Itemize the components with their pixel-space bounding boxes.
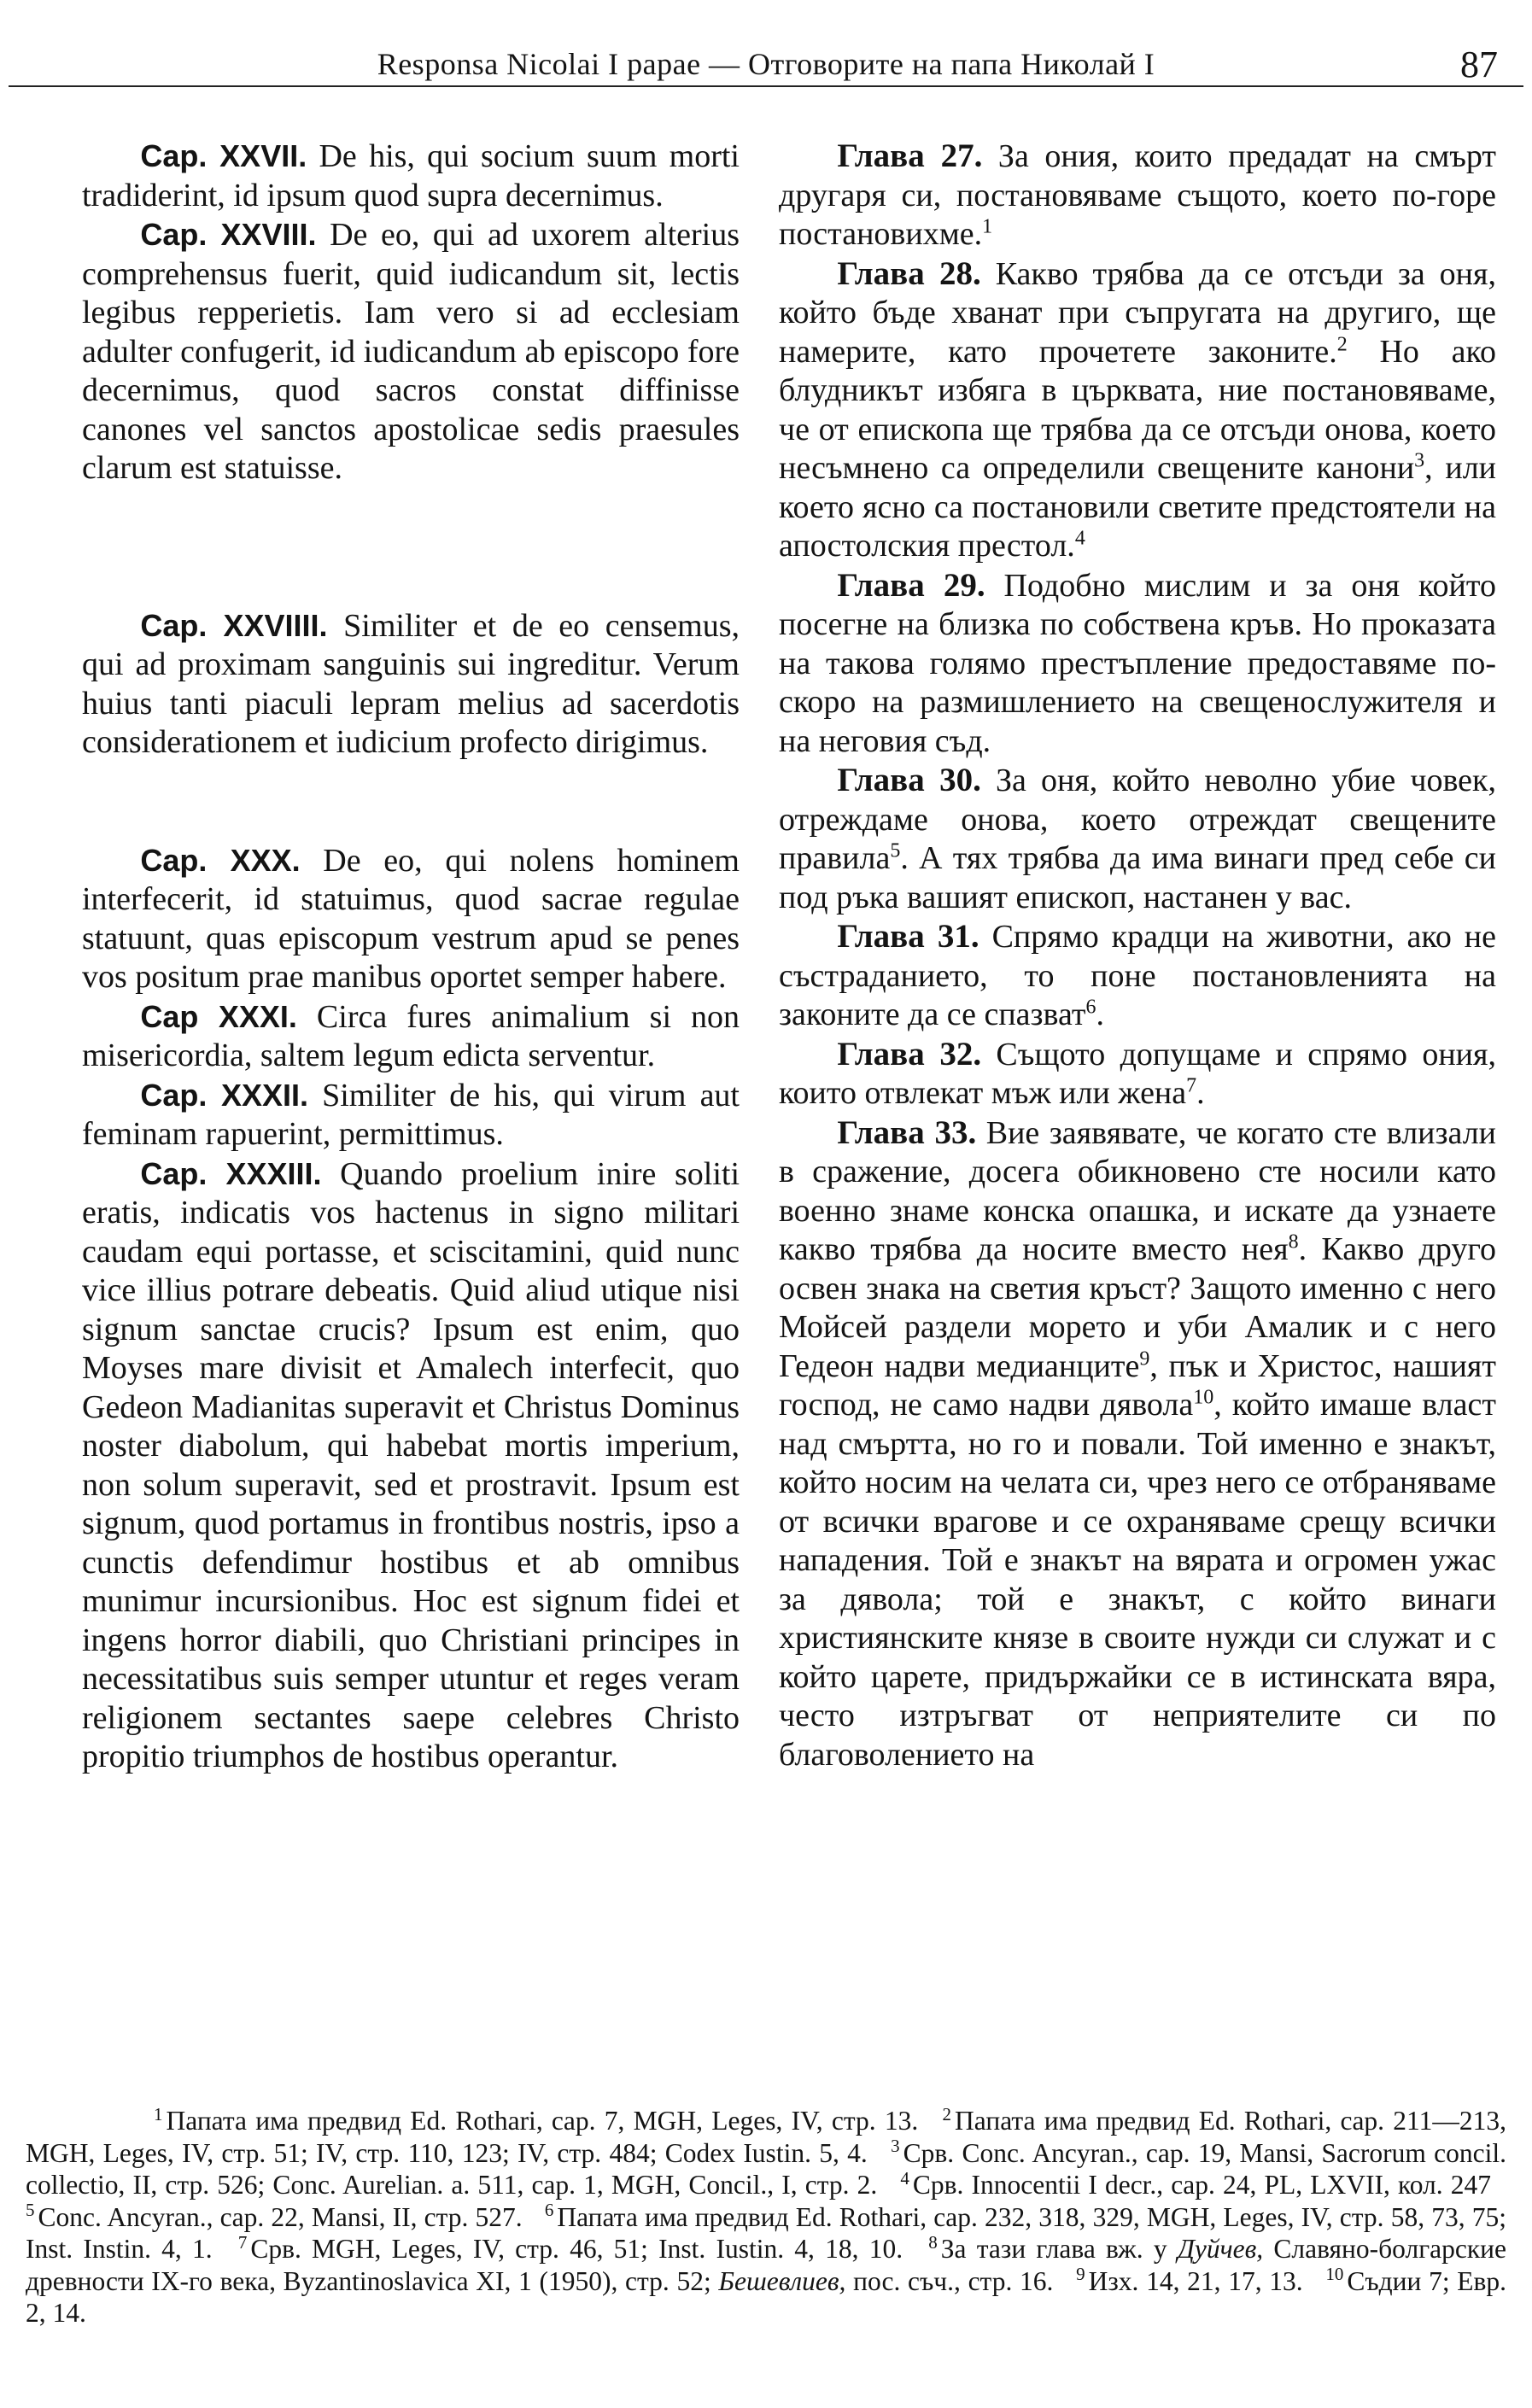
bulgarian-chapter-32: [779, 1035, 1496, 1113]
bulgarian-chapter-30: [779, 761, 1496, 917]
footnote-ref[interactable]: 10: [1193, 1386, 1214, 1409]
footnote-number: 2: [942, 2103, 952, 2125]
chapter-label: Cap. XXXII.: [140, 1077, 309, 1113]
latin-chapter-31: [82, 997, 740, 1076]
chapter-text: , или което ясно са постановили светите предстоятели на апостолския престол.: [779, 450, 1496, 564]
latin-chapter-29: [82, 606, 740, 763]
chapter-text: Подобно мислим и за оня който посегне на близка по собствена кръв. Но проказата на такова голямо престъпление предоставяме по-скоро на размишлението на свещенослужителя и на неговия съд.: [779, 567, 1497, 759]
chapter-label: Глава 28.: [837, 254, 981, 292]
footnote-number: 6: [544, 2200, 554, 2220]
latin-chapter-33: [82, 1154, 740, 1777]
chapter-label: Cap. XXXIII.: [140, 1155, 322, 1191]
page-number: 87: [1460, 44, 1498, 85]
footnote-ref[interactable]: 8: [1288, 1230, 1299, 1254]
footnote-4: [900, 2167, 1491, 2200]
footnote-ref[interactable]: 5: [890, 839, 901, 862]
chapter-text: , който имаше власт над смъртта, но го и повали. Той именно е знакът, който носим на челата си, чрез него се отбраняваме от всички врагове и се охраняваме срещу всички нападения. Той е знакът на вярата и огромен ужас за дявола; той е знакът, с който винаги християнските князе в своите нужди си служат и с който царете, придържайки се в истинската вяра, често изтръгват от неприятелите си по благоволението на: [779, 1387, 1496, 1773]
latin-chapter-27: [82, 137, 740, 215]
chapter-text: De his, qui socium suum morti tradiderint, id ipsum quod supra decernimus.: [82, 138, 740, 213]
footnote-5: [26, 2202, 523, 2232]
footnote-text: пос. съч., стр. 16.: [845, 2265, 1054, 2296]
footnote-text: Conc. Ancyran., cap. 22, Mansi, II, стр. 527.: [38, 2201, 523, 2232]
footnote-number: 1: [154, 2103, 163, 2125]
running-title: Responsa Nicolai I papae — Отговорите на папа Николай I: [377, 47, 1155, 81]
footnote-ref[interactable]: 1: [982, 215, 993, 238]
footnote-ref[interactable]: 4: [1074, 527, 1085, 550]
chapter-label: Cap XXXI.: [140, 998, 297, 1034]
footnote-text: Папата има предвид Ed. Rothari, cap. 211—213, MGH, Leges, IV, стр. 51; IV, стр. 110, 123; IV, стр. 484; Codex Iustin. 5, 4.: [26, 2106, 1507, 2168]
chapter-text: .: [1196, 1075, 1205, 1111]
footnote-1: [154, 2103, 919, 2136]
header-rule: [9, 85, 1523, 87]
footnote-ref[interactable]: 6: [1085, 996, 1096, 1019]
footnote-author: Дуйчев,: [1177, 2234, 1264, 2264]
footnote-text: Славяно-болгарские древности IX-го века, Byzantinoslavica XI, 1 (1950), стр. 52;: [26, 2234, 1506, 2296]
footnote-block: [26, 2105, 1506, 2329]
chapter-label: Глава 31.: [837, 918, 979, 955]
chapter-text: Същото допущаме и спрямо ония, които отвлекат мъж или жена: [779, 1036, 1496, 1111]
running-header: [0, 38, 1532, 85]
footnote-number: 9: [1076, 2264, 1085, 2284]
chapter-text: De eo, qui ad uxorem alterius comprehensus fuerit, quid iudicandum sit, lectis legibus repperietis. Iam vero si ad ecclesiam adulter confugerit, id iudicandum ab episcopo fore decernimus, quod sacros constat diffinisse canones vel sanctos apostolicae sedis praesules clarum est statuisse.: [82, 217, 740, 486]
chapter-text: Quando proelium inire soliti eratis, indicatis vos hactenus in signo militari caudam equi portasse, et sciscitamini, quid nunc vice illius potrare debeatis. Quid aliud utique nisi signum sanctae crucis? Ipsum est enim, quo Moyses mare divisit et Amalech interfecit, quo Gedeon Madianitas superavit et Christus Dominus noster diabolum, qui habebat mortis imperium, non solum superavit, sed et prostravit. Ipsum est signum, quod portamus in frontibus nostris, ipso a cunctis defendimur hostibus et ab omnibus munimur incursionibus. Hoc est signum fidei et ingens horror diabili, quo Christiani principes in necessitatibus suis semper utuntur et reges veram religionem sectantes saepe celebres Christo propitio triumphos de hostibus operantur.: [82, 1155, 740, 1774]
footnote-number: 8: [928, 2231, 938, 2253]
bulgarian-chapter-27: [779, 137, 1496, 254]
chapter-text: . Какво друго освен знака на светия кръст? Защото именно с него Мойсей раздели морето и уби Амалик и с него Гедеон надви медианците: [779, 1231, 1496, 1384]
footnote-7: [237, 2231, 903, 2264]
chapter-label: Глава 29.: [837, 566, 985, 604]
chapter-label: Cap. XXX.: [140, 842, 301, 878]
footnote-ref[interactable]: 7: [1186, 1074, 1197, 1097]
footnote-number: 5: [26, 2200, 35, 2220]
footnote-text: Папата има предвид Ed. Rothari, cap. 232, 318, 329, MGH, Leges, IV, стр. 58, 73, 75; Inst. Instin. 4, 1.: [26, 2201, 1507, 2264]
chapter-label: Глава 27.: [837, 137, 983, 174]
chapter-text: Вие заявявате, че когато сте влизали в сражение, досега обикновено сте носили като военно знаме конска опашка, и искате да узнаете какво трябва да носите вместо нея: [779, 1114, 1497, 1267]
footnote-number: 10: [1325, 2264, 1344, 2284]
chapter-label: Глава 33.: [837, 1113, 977, 1151]
chapter-text: За ония, които предадат на смърт другаря си, постановяваме същото, което по-горе постановихме.: [779, 138, 1497, 252]
chapter-label: Глава 30.: [837, 762, 981, 798]
latin-chapter-28: [82, 215, 740, 488]
chapter-text: Но ако блудникът избяга в църквата, ние постановяваме, че от епископа ще трябва да се отсъди онова, което несъмнено са определили свещените канони: [779, 333, 1496, 486]
chapter-text: .: [1096, 997, 1104, 1032]
chapter-text: De eo, qui nolens hominem interfecerit, id statuimus, quod sacrae regulae statuunt, quas episcopum vestrum apud se penes vos positum prae manibus oportet semper habere.: [82, 842, 740, 995]
footnote-number: 3: [891, 2136, 900, 2156]
chapter-text: За оня, който неволно убие човек, отреждаме онова, което отреждат свещените правила: [779, 763, 1496, 876]
bulgarian-chapter-28: [779, 254, 1496, 566]
chapter-text: . А тях трябва да има винаги пред себе си под ръка вашият епископ, настанен у вас.: [779, 840, 1496, 915]
bulgarian-chapter-33: [779, 1113, 1496, 1775]
footnote-text: Срв. Innocentii I decr., cap. 24, PL, LXVII, кол. 247: [912, 2170, 1491, 2200]
chapter-text: Similiter de his, qui virum aut feminam rapuerint, permittimus.: [82, 1077, 740, 1152]
chapter-text: Circa fures animalium si non misericordia, saltem legum edicta serventur.: [82, 998, 740, 1073]
footnote-number: 4: [900, 2167, 909, 2189]
chapter-text: , пък и Христос, нашият господ, не само надви дявола: [779, 1347, 1497, 1423]
chapter-text: Какво трябва да се отсъди за оня, който бъде хванат при съпругата на другиго, ще намерите, като прочетете законите.: [779, 255, 1496, 370]
footnote-text: Срв. Conc. Ancyran., cap. 19, Mansi, Sacrorum concil. collectio, II, стр. 526; Conc. Aurelian. a. 511, cap. 1, MGH, Concil., I, стр. 2.: [26, 2137, 1506, 2200]
footnote-author: Бешевлиев,: [718, 2265, 846, 2296]
chapter-text: Similiter et de eo censemus, qui ad proximam sanguinis sui ingreditur. Verum huius tanti piaculi lepram melius ad sacerdotis considerationem et iudicium profecto dirigimus.: [82, 607, 740, 760]
footnote-text: Изх. 14, 21, 17, 13.: [1088, 2265, 1303, 2296]
bulgarian-chapter-29: [779, 566, 1496, 762]
footnotes: [26, 2105, 1506, 2329]
footnote-text: Срв. MGH, Leges, IV, стр. 46, 51; Inst. Iustin. 4, 18, 10.: [250, 2234, 903, 2264]
latin-column: [82, 137, 740, 1777]
chapter-label: Cap. XXVIII.: [140, 217, 317, 252]
chapter-text: Спрямо крадци на животни, ако не състраданието, то поне постановленията на законите да се спазват: [779, 919, 1496, 1032]
footnote-ref[interactable]: 9: [1139, 1347, 1150, 1370]
footnote-ref[interactable]: 2: [1336, 332, 1348, 355]
chapter-label: Глава 32.: [837, 1035, 982, 1072]
footnote-text: За тази глава вж. у: [940, 2234, 1178, 2264]
bulgarian-chapter-31: [779, 917, 1496, 1035]
latin-chapter-30: [82, 841, 740, 997]
bulgarian-column: [779, 137, 1496, 1774]
footnote-ref[interactable]: 3: [1414, 449, 1425, 472]
chapter-label: Cap. XXVIIII.: [140, 607, 328, 643]
chapter-label: Cap. XXVII.: [140, 138, 307, 173]
footnote-text: Папата има предвид Ed. Rothari, cap. 7, MGH, Leges, IV, стр. 13.: [166, 2106, 919, 2136]
footnote-text: Съдии 7; Евр. 2, 14.: [26, 2265, 1506, 2328]
footnote-9: [1076, 2266, 1303, 2296]
latin-chapter-32: [82, 1076, 740, 1154]
footnote-number: 7: [237, 2231, 248, 2253]
